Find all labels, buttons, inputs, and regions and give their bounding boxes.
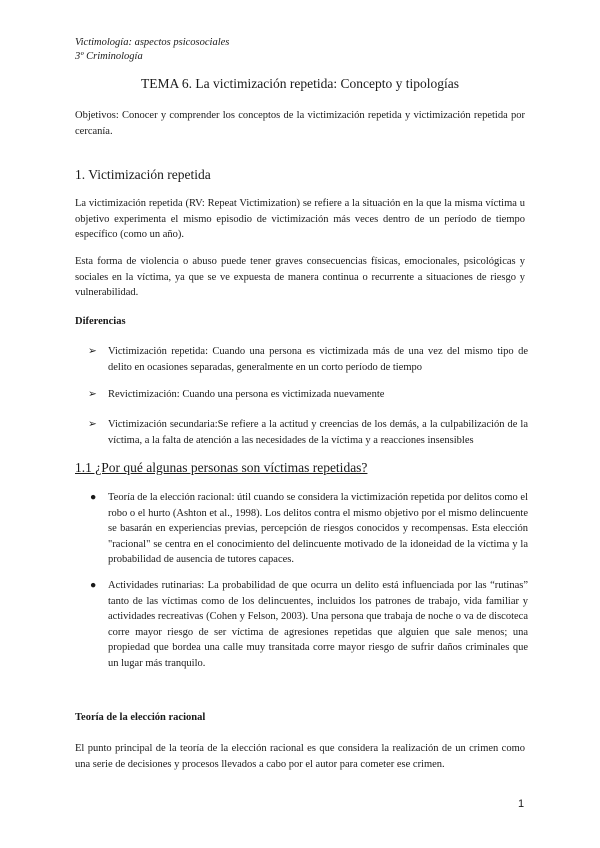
objectives-paragraph: Objetivos: Conocer y comprender los conceptos de la victimización repetida y victimización repetida por cercanía. (75, 110, 525, 137)
differences-heading: Diferencias (75, 316, 126, 327)
header-course: Victimología: aspectos psicosociales (75, 37, 230, 48)
arrow-bullet-icon: ➢ (88, 389, 97, 400)
bullet-dot-icon: ● (90, 492, 97, 503)
running-header (75, 36, 229, 64)
section-1-paragraph-1: La victimización repetida (RV: Repeat Victimization) se refiere a la situación en la que la misma víctima u objetivo experimenta el mismo episodio de victimización más veces dentro de un período de tiempo específico (como un año). (75, 198, 525, 241)
list-item-text: Victimización repetida: Cuando una persona es victimizada más de una vez del mismo tipo de delito en ocasiones separadas, generalmente en un corto período de tiempo (108, 346, 528, 373)
arrow-bullet-icon: ➢ (88, 419, 97, 430)
rational-choice-paragraph: El punto principal de la teoría de la elección racional es que considera la realización de un crimen como una serie de decisiones y procesos llevados a cabo por el autor para cometer ese crimen. (75, 743, 525, 770)
section-1-paragraph-2: Esta forma de violencia o abuso puede tener graves consecuencias físicas, emocionales, psicológicas y sociales en la víctima, ya que se ve expuesta de manera continua o recurrente a situaciones de riesgo y vulnerabilidad. (75, 256, 525, 299)
page-title: TEMA 6. La victimización repetida: Concepto y tipologías (141, 76, 459, 91)
list-item-text: Revictimización: Cuando una persona es victimizada nuevamente (108, 389, 385, 400)
section-1-heading: 1. Victimización repetida (75, 167, 211, 182)
header-degree: 3º Criminología (75, 51, 143, 62)
page-number: 1 (518, 798, 525, 810)
arrow-bullet-icon: ➢ (88, 346, 97, 357)
rational-choice-heading: Teoría de la elección racional (75, 712, 206, 723)
list-item-text: Victimización secundaria:Se refiere a la actitud y creencias de los demás, a la culpabilización de la víctima, a la falta de atención a las necesidades de la víctima y a reacciones insensibles (108, 419, 528, 446)
bullet-dot-icon: ● (90, 580, 97, 591)
list-item-text: Actividades rutinarias: La probabilidad de que ocurra un delito está influenciada por las “rutinas” tanto de las víctimas como de los delincuentes, incluidos los patrones de trabajo, vida familiar y actividades recreativas (Cohen y Felson, 2003). Una persona que trabaja de noche o va de discoteca corre mayor riesgo de ser víctima de agresiones repetidas que alguien que sale menos; una propiedad que bordea una calle muy transitada corre mayor riesgo de sufrir daños criminales que un lugar más tranquilo. (108, 580, 528, 669)
section-1-1-heading: 1.1 ¿Por qué algunas personas son víctimas repetidas? (75, 460, 368, 475)
list-item-text: Teoría de la elección racional: útil cuando se considera la victimización repetida por delitos como el robo o el hurto (Ashton et al., 1998). Los delitos contra el mismo objetivo por el mismo delincuente se basarán en experiencias previas, percepción de riesgos conocidos y recompensas. Esta elección "racional" se centra en el conocimiento del delincuente motivado de la idoneidad de la víctima y la probabilidad de ausencia de tutores capaces. (108, 492, 528, 566)
